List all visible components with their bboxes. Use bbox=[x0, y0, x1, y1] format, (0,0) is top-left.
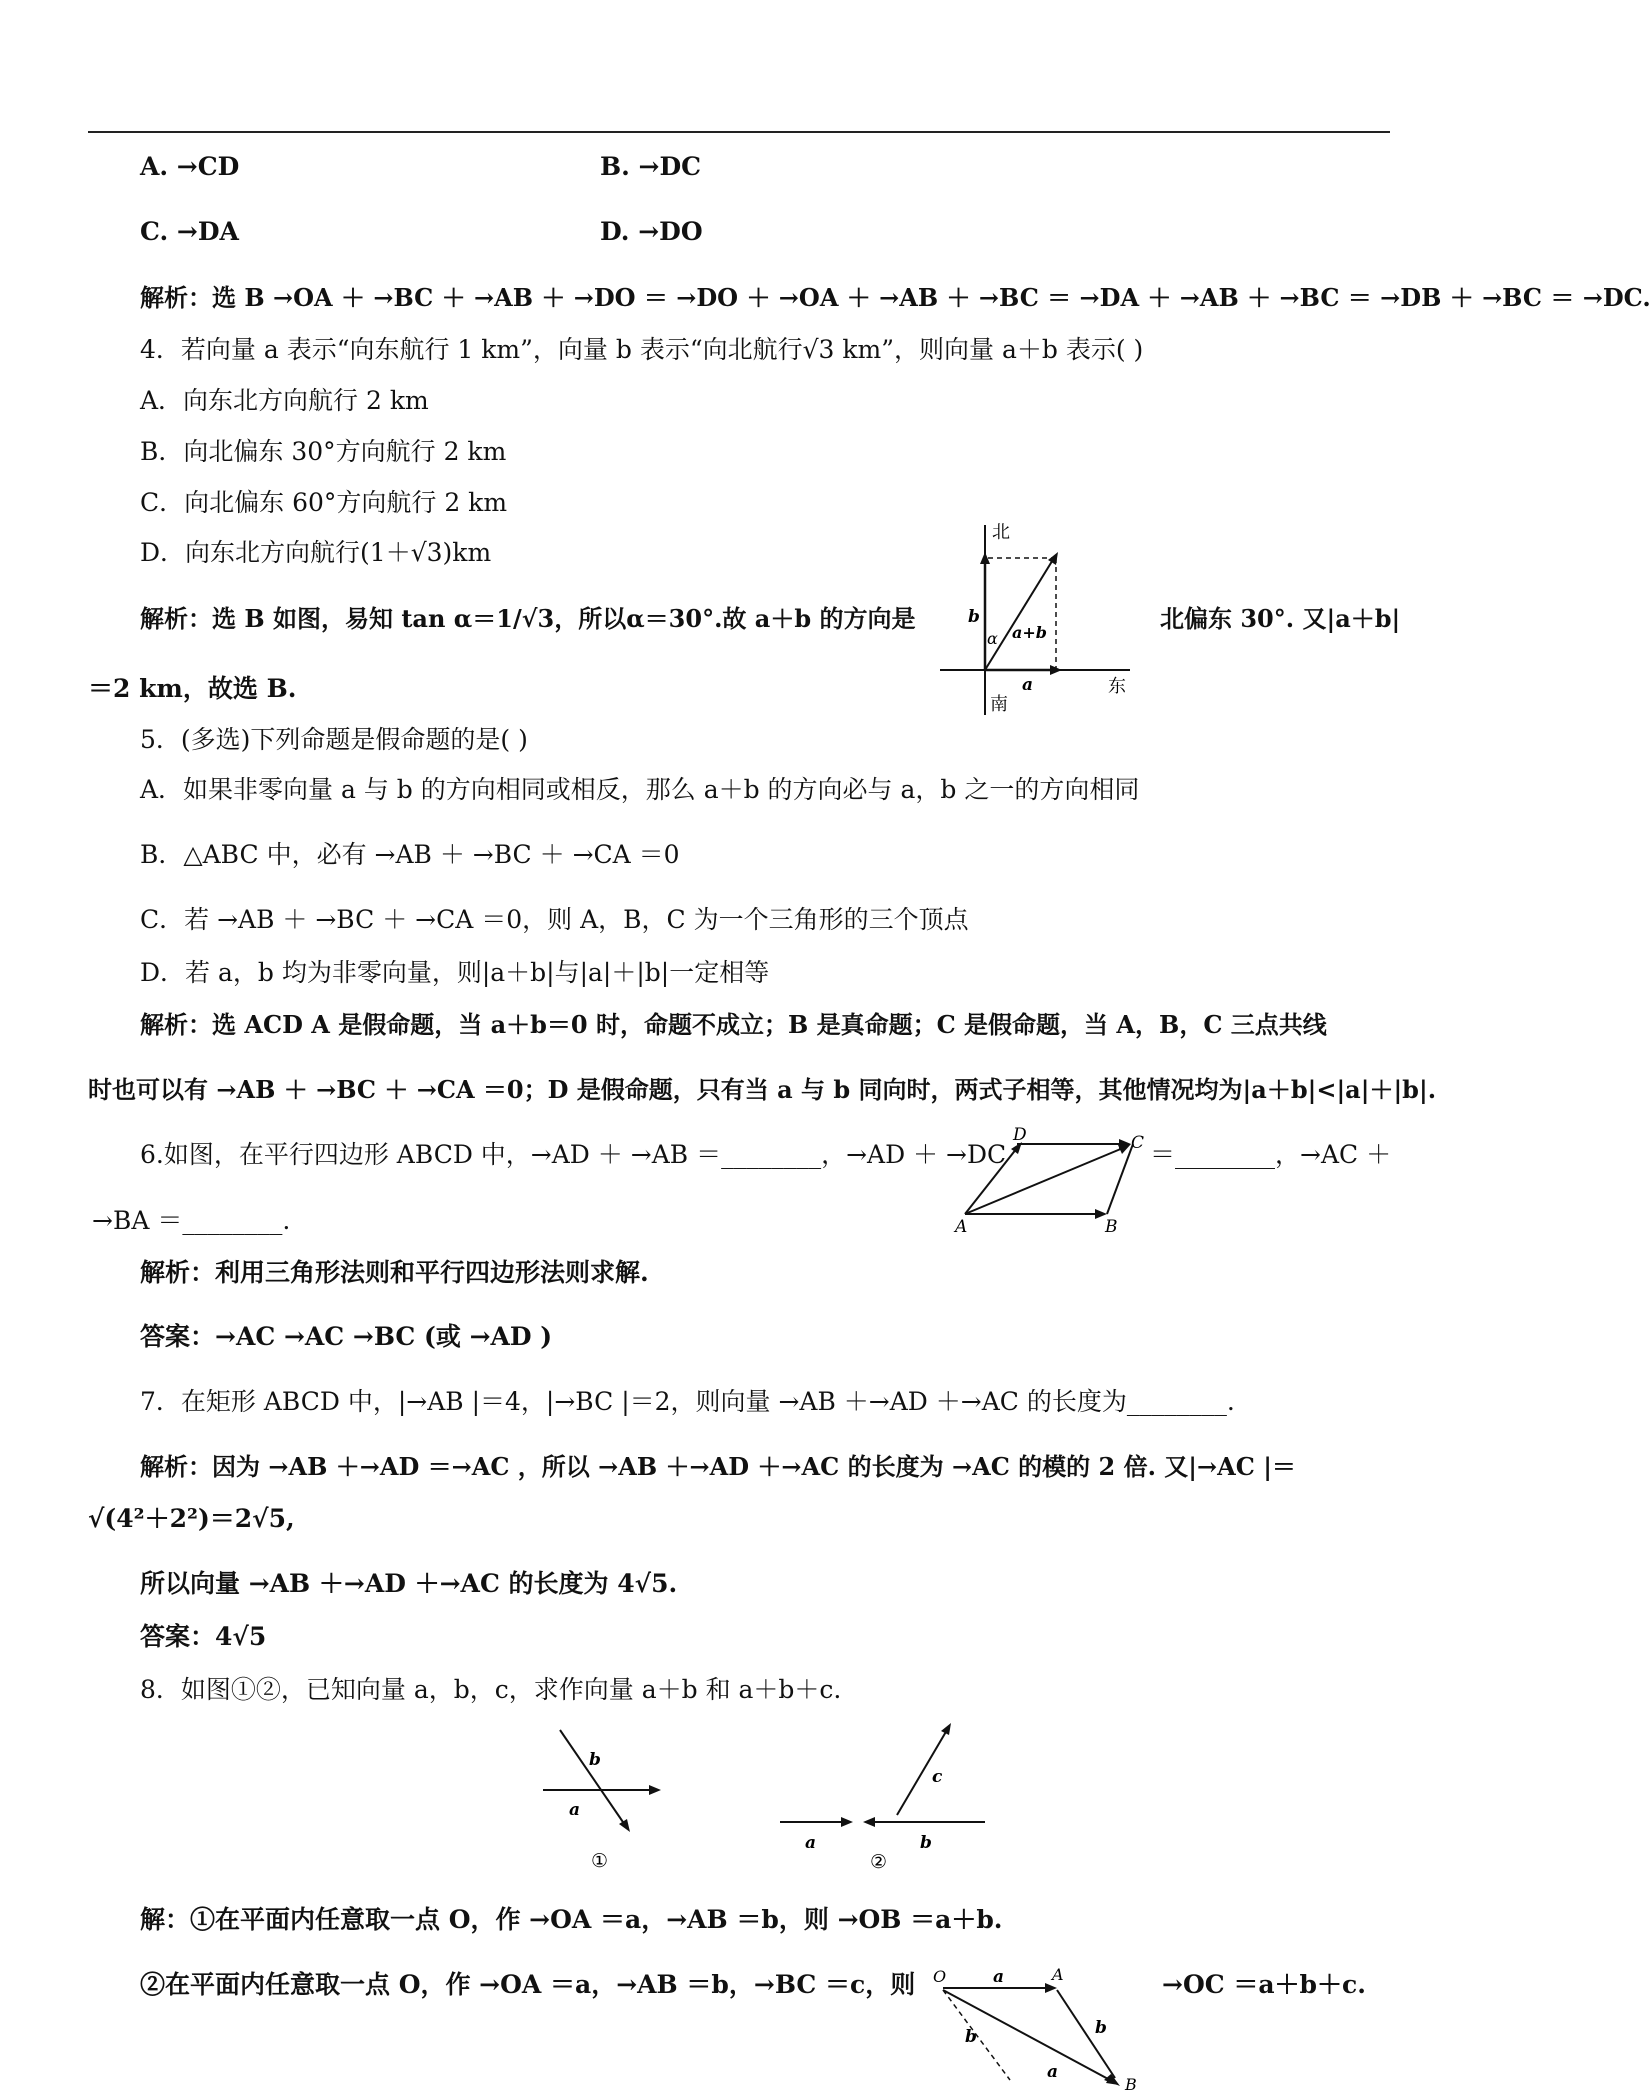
fig3-b-point-label: B bbox=[1125, 2075, 1137, 2093]
q6-answer: 答案：→AC →AC →BC (或 →AD ) bbox=[140, 1322, 553, 1351]
alpha-label: α bbox=[987, 629, 998, 648]
q8-stem: 8．如图①②，已知向量 a，b，c，求作向量 a＋b 和 a＋b＋c. bbox=[140, 1675, 842, 1704]
header-rule bbox=[88, 131, 1390, 133]
q4-option-a: A．向东北方向航行 2 km bbox=[140, 386, 429, 415]
q5-solution-line1: 解析：选 ACD A 是假命题，当 a＋b＝0 时，命题不成立；B 是真命题；C 是假命题，当 A，B，C 三点共线 bbox=[140, 1010, 1327, 1039]
q3-option-c: C. →DA bbox=[140, 217, 239, 246]
figure-1 bbox=[535, 1725, 665, 1875]
fig1-number: ① bbox=[591, 1850, 609, 1872]
q3-option-d: D. →DO bbox=[600, 217, 703, 246]
q5-option-c: C．若 →AB ＋ →BC ＋ →CA ＝0，则 A，B，C 为一个三角形的三个顶点 bbox=[140, 905, 969, 934]
q8-solution-line1: 解：①在平面内任意取一点 O，作 →OA ＝a，→AB ＝b，则 →OB ＝a＋b. bbox=[140, 1905, 1003, 1934]
q7-solution-line3: 所以向量 →AB ＋→AD ＋→AC 的长度为 4√5. bbox=[140, 1569, 678, 1598]
fig2-b-label: b bbox=[920, 1833, 932, 1853]
figure-2 bbox=[775, 1720, 995, 1880]
point-d-label: D bbox=[1013, 1125, 1027, 1145]
fig3-b-label: b bbox=[1095, 2018, 1107, 2038]
q3-option-a: A. →CD bbox=[140, 152, 240, 181]
fig3-o-label: O bbox=[933, 1967, 947, 1986]
q4-solution-line1-end: 北偏东 30°. 又|a＋b| bbox=[1160, 604, 1401, 633]
q5-stem: 5．(多选)下列命题是假命题的是( ) bbox=[140, 725, 528, 754]
point-c-label: C bbox=[1131, 1133, 1145, 1153]
north-label: 北 bbox=[992, 522, 1010, 543]
fig3-a2-label: a bbox=[1047, 2062, 1059, 2082]
east-label: 东 bbox=[1108, 676, 1126, 697]
q6-stem-line1: 6.如图，在平行四边形 ABCD 中，→AD ＋ →AB ＝________，→AD ＋ →DC bbox=[140, 1140, 1007, 1169]
q5-solution-line2: 时也可以有 →AB ＋ →BC ＋ →CA ＝0；D 是假命题，只有当 a 与 b 同向时，两式子相等，其他情况均为|a＋b|<|a|＋|b|. bbox=[88, 1075, 1437, 1104]
q6-stem-line2: →BA ＝________. bbox=[92, 1206, 291, 1235]
q6-stem-line1-end: ＝________，→AC ＋ bbox=[1150, 1140, 1392, 1169]
figure-3 bbox=[925, 1960, 1155, 2093]
q5-option-a: A．如果非零向量 a 与 b 的方向相同或相反，那么 a＋b 的方向必与 a，b 之一的方向相同 bbox=[140, 775, 1140, 804]
fig1-b-label: b bbox=[589, 1750, 601, 1770]
q4-option-b: B．向北偏东 30°方向航行 2 km bbox=[140, 437, 507, 466]
fig1-a-label: a bbox=[569, 1800, 581, 1820]
q5-option-d: D．若 a，b 均为非零向量，则|a＋b|与|a|＋|b|一定相等 bbox=[140, 958, 770, 987]
q5-option-b: B．△ABC 中，必有 →AB ＋ →BC ＋ →CA ＝0 bbox=[140, 840, 680, 869]
q7-solution-line1: 解析：因为 →AB ＋→AD ＝→AC ，所以 →AB ＋→AD ＋→AC 的长度为 →AC 的模的 2 倍. 又|→AC |＝ bbox=[140, 1452, 1296, 1481]
fig2-number: ② bbox=[870, 1851, 888, 1873]
south-label: 南 bbox=[990, 694, 1008, 715]
q6-solution: 解析：利用三角形法则和平行四边形法则求解. bbox=[140, 1258, 649, 1287]
q8-solution-line2-end: →OC ＝a＋b＋c. bbox=[1162, 1970, 1366, 1999]
vector-ab-label: a+b bbox=[1012, 623, 1047, 642]
q4-option-c: C．向北偏东 60°方向航行 2 km bbox=[140, 488, 508, 517]
q8-solution-line2: ②在平面内任意取一点 O，作 →OA ＝a，→AB ＝b，→BC ＝c，则 bbox=[140, 1970, 916, 1999]
q4-option-d: D．向东北方向航行(1＋√3)km bbox=[140, 538, 492, 567]
vector-b-label: b bbox=[968, 607, 980, 627]
q3-solution: 解析：选 B →OA ＋ →BC ＋ →AB ＋ →DO ＝ →DO ＋ →OA ＋ →AB ＋ →BC ＝ →DA ＋ →AB ＋ →BC ＝ →DB ＋ →BC ＝ →DC. bbox=[140, 283, 1651, 312]
fig3-a-label: a bbox=[993, 1967, 1005, 1987]
compass-vector-figure bbox=[930, 520, 1140, 720]
q4-stem: 4．若向量 a 表示“向东航行 1 km”，向量 b 表示“向北航行√3 km”，则向量 a＋b 表示( ) bbox=[140, 335, 1144, 364]
fig3-a-point-label: A bbox=[1052, 1965, 1064, 1984]
point-b-label: B bbox=[1105, 1217, 1118, 1237]
q4-solution-line2: ＝2 km，故选 B. bbox=[88, 674, 297, 703]
q3-option-b: B. →DC bbox=[600, 152, 702, 181]
q7-solution-line2: √(4²＋2²)＝2√5, bbox=[88, 1504, 295, 1533]
q7-stem: 7．在矩形 ABCD 中，|→AB |＝4，|→BC |＝2，则向量 →AB ＋→AD ＋→AC 的长度为________. bbox=[140, 1387, 1235, 1416]
q7-answer: 答案：4√5 bbox=[140, 1622, 267, 1651]
parallelogram-figure bbox=[955, 1125, 1155, 1237]
q4-solution-line1: 解析：选 B 如图，易知 tan α＝1/√3，所以α＝30°.故 a＋b 的方向是 bbox=[140, 604, 916, 633]
fig2-a-label: a bbox=[805, 1833, 817, 1853]
fig2-c-label: c bbox=[932, 1767, 943, 1787]
point-a-label: A bbox=[955, 1217, 968, 1237]
fig3-b2-label: b bbox=[965, 2027, 977, 2047]
vector-a-label: a bbox=[1022, 675, 1034, 695]
